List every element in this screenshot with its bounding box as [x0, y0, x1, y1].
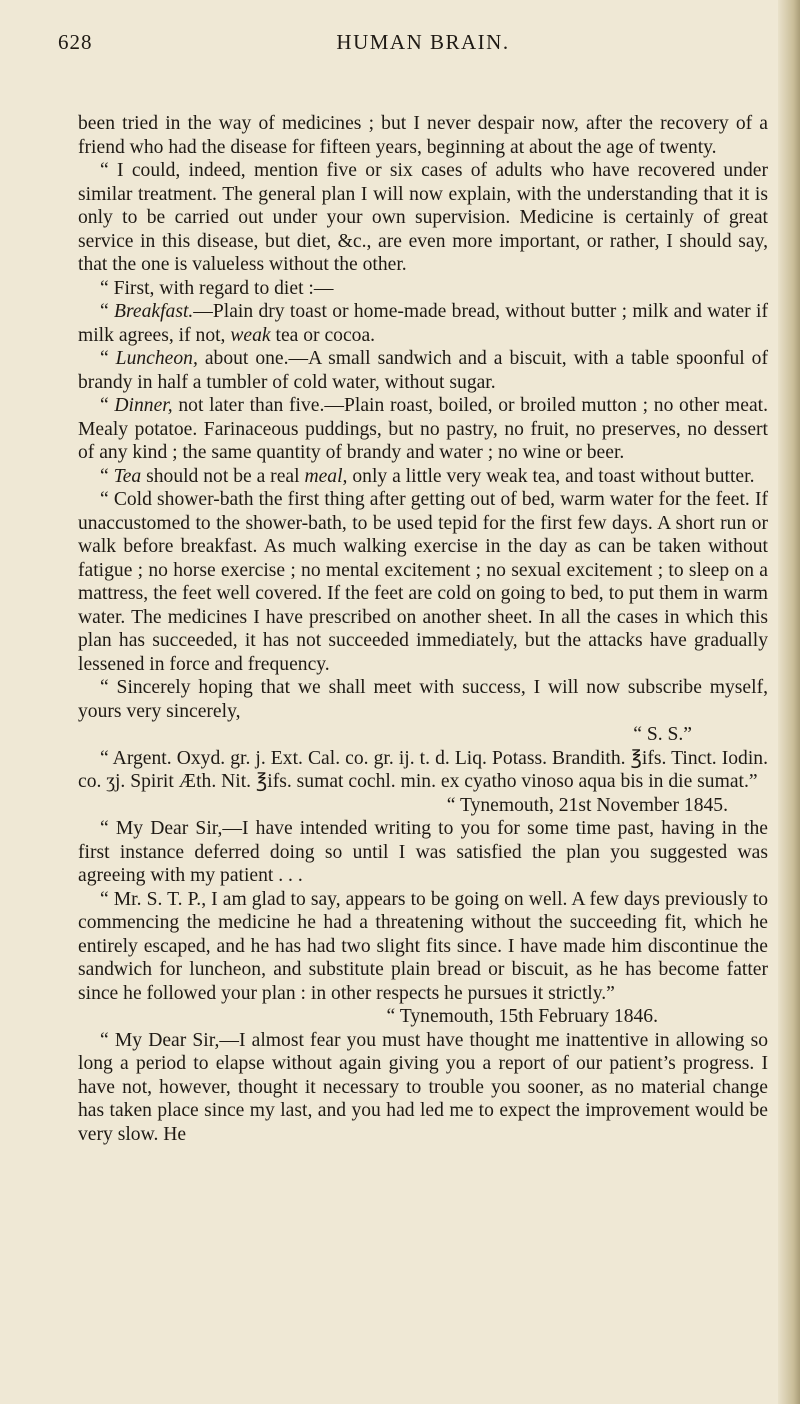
paragraph-prescription: “ Argent. Oxyd. gr. j. Ext. Cal. co. gr. ij. t. d. Liq. Potass. Brandith. ℥ifs. Tinct. Iodin. co. ʒj. Spirit Æth. Nit. ℥ifs. sumat cochl. min. ex cyatho vinoso aqua bis in die sumat.” — [78, 747, 768, 792]
paragraph-dinner — [78, 394, 768, 465]
text-run: tea or cocoa. — [270, 324, 376, 346]
paragraph: “ First, with regard to diet :— — [100, 277, 334, 299]
page-title: HUMAN BRAIN. — [336, 30, 510, 54]
paragraph: “ I could, indeed, mention five or six cases of adults who have recovered under similar treatment. The general plan I will now explain, with the understanding that it is only to be carried out under your own supervision. Medicine is certainly of great service in this disease, but diet, &c., are even more important, or rather, I should say, that the one is valueless without the other. — [78, 160, 768, 275]
paragraph-tea — [78, 465, 768, 489]
italic-word: Tea — [113, 465, 142, 487]
page-edge-shadow — [778, 0, 800, 1404]
paragraph: “ Sincerely hoping that we shall meet with success, I will now subscribe myself, yours very sincerely, — [78, 677, 768, 722]
running-head — [58, 30, 768, 70]
paragraph: “ Mr. S. T. P., I am glad to say, appears to be going on well. A few days previously to commencing the medicine he had a threatening without the succeeding fit, which he entirely escaped, and he has had two slight fits since. I have made him discontinue the sandwich for luncheon, and substitute plain bread or biscuit, as he has become fatter since he followed your plan : in other respects he pursues it strictly.” — [78, 888, 768, 1004]
text-run: not later than five.—Plain roast, boiled, or broiled mutton ; no other meat. Mealy potatoe. Farinaceous puddings, but no pastry, no fruit, no preserves, no dessert of any kind ; the same quantity of brandy and water ; no wine or beer. — [78, 395, 768, 463]
text-run: only a little very weak tea, and toast without butter. — [347, 465, 755, 487]
book-page — [58, 30, 768, 1145]
quote-mark: “ — [100, 301, 115, 322]
text-run: should not be a real — [141, 465, 305, 487]
page-number: 628 — [58, 30, 93, 54]
paragraph: been tried in the way of medicines ; but I never despair now, after the recovery of a friend who had the disease for fifteen years, beginning at about the age of twenty. — [78, 113, 768, 158]
paragraph: “ Cold shower-bath the first thing after getting out of bed, warm water for the feet. If unaccustomed to the shower-bath, to be used tepid for the first few days. A short run or walk before breakfast. As much walking exercise in the day as can be taken without fatigue ; no horse exercise ; no mental excitement ; no sexual excitement ; to sleep on a mattress, the feet well covered. If the feet are cold on going to bed, to put them in warm water. The medicines I have prescribed on another sheet. In all the cases in which this plan has succeeded, it has not succeeded immediately, but the attacks have gradually lessened in force and frequency. — [78, 489, 768, 675]
paragraph: “ My Dear Sir,—I almost fear you must have thought me inattentive in allowing so long a period to elapse without again giving you a report of our patient’s progress. I have not, however, thought it necessary to trouble you sooner, as no material change has taken place since my last, and you had led me to expect the improvement would be very slow. He — [78, 1029, 768, 1145]
paragraph: “ My Dear Sir,—I have intended writing to you for some time past, having in the first instance deferred doing so until I was satisfied the plan you suggested was agreeing with my patient . . . — [78, 818, 768, 886]
text-run: about one.—A small sandwich and a biscuit, with a table spoonful of brandy in half a tumbler of cold water, without sugar. — [78, 348, 768, 393]
quote-mark: “ — [100, 348, 116, 369]
text-run: —Plain dry toast or home-made bread, without butter ; milk and water if milk agrees, if not, — [78, 301, 768, 346]
body-text — [78, 112, 768, 1146]
italic-word: Luncheon, — [115, 348, 198, 369]
italic-word: Dinner, — [114, 395, 173, 416]
signature: “ S. S.” — [633, 724, 692, 745]
italic-word: weak — [230, 324, 271, 346]
quote-mark: “ — [100, 465, 114, 487]
paragraph-breakfast — [78, 300, 768, 347]
quote-mark: “ — [100, 395, 115, 416]
italic-word: Breakfast. — [114, 301, 194, 322]
italic-word: meal, — [304, 465, 348, 487]
letter-dateline: “ Tynemouth, 15th February 1846. — [386, 1006, 658, 1027]
letter-dateline: “ Tynemouth, 21st November 1845. — [446, 794, 728, 816]
paragraph-luncheon — [78, 347, 768, 394]
